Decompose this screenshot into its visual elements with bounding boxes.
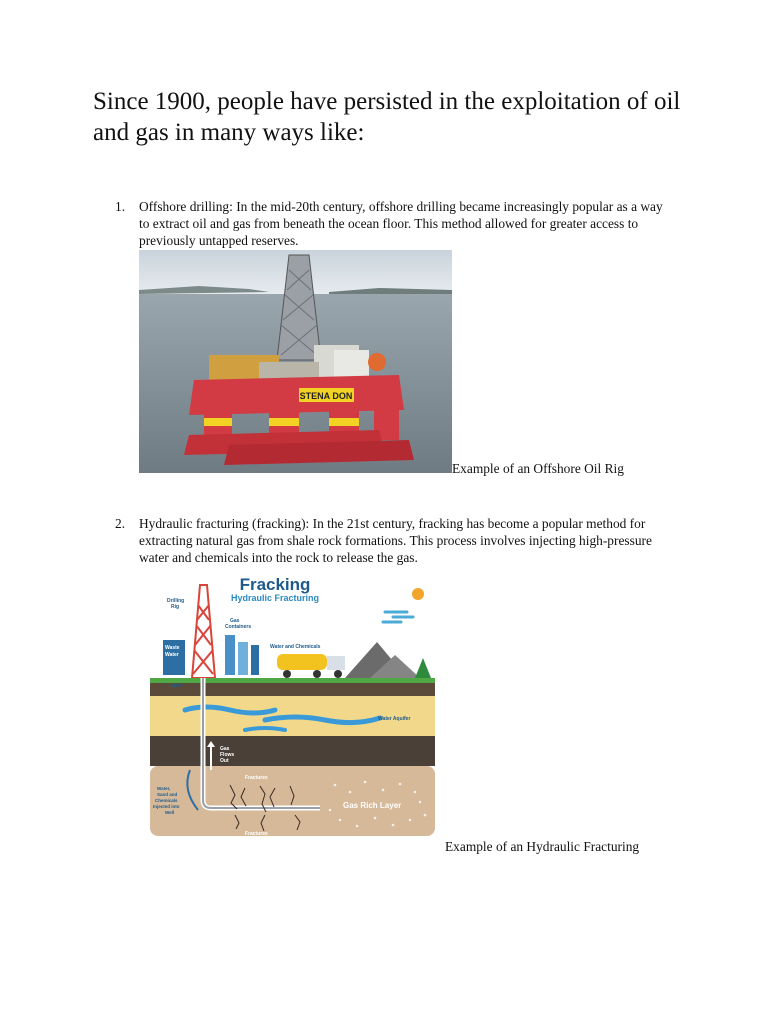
offshore-oil-rig-image <box>139 250 452 473</box>
list-number: 1. <box>115 199 126 214</box>
caption-offshore-oil-rig: Example of an Offshore Oil Rig <box>452 461 624 476</box>
hydraulic-fracturing-diagram <box>145 570 437 840</box>
label-fractures-top: Fractures <box>245 775 268 781</box>
label-water-aquifer: Water Aquifer <box>378 716 411 722</box>
list-item-text: Hydraulic fracturing (fracking): In the 21st century, fracking has become a popular method for extracting natural gas from shale rock formations. This process involves injecting high-pressure water and chemicals into the rock to release the gas. <box>139 516 652 565</box>
diagram-title: Fracking <box>239 575 311 594</box>
label-gas-flows-2: Flows <box>220 752 235 758</box>
sun-icon <box>412 588 424 600</box>
label-water-chemicals: Water and Chemicals <box>270 644 321 650</box>
label-drilling-rig-2: Rig <box>171 604 180 610</box>
label-well: Well <box>171 683 182 689</box>
label-injected-1: Water, <box>157 786 171 791</box>
label-gas-flows-3: Out <box>220 758 229 764</box>
label-gas-rich-layer: Gas Rich Layer <box>343 801 402 810</box>
label-injected-4: Injected into <box>153 804 180 809</box>
list-item-offshore-drilling <box>115 198 675 249</box>
label-injected-2: Sand and <box>157 792 178 797</box>
label-waste-water-1: Waste <box>165 645 180 651</box>
label-gas-containers-1: Gas <box>230 618 240 624</box>
page-heading: Since 1900, people have persisted in the exploitation of oil and gas in many ways like: <box>93 88 681 146</box>
label-injected-3: Chemicals <box>155 798 178 803</box>
label-waste-water-2: Water <box>165 652 179 658</box>
label-gas-flows-1: Gas <box>220 746 230 752</box>
list-item-text: Offshore drilling: In the mid-20th century, offshore drilling became increasingly popular as a way to extract oil and gas from beneath the ocean floor. This method allowed for greater access to previously untapped reserves. <box>139 199 663 248</box>
label-gas-containers-2: Containers <box>225 624 252 630</box>
caption-hydraulic-fracturing: Example of an Hydraulic Fracturing <box>445 839 640 854</box>
rig-name-label: STENA DON <box>299 391 353 401</box>
list-number: 2. <box>115 516 126 531</box>
water-truck-icon <box>277 654 327 670</box>
diagram-subtitle: Hydraulic Fracturing <box>230 593 320 603</box>
label-drilling-rig-1: Drilling <box>167 598 185 604</box>
label-injected-5: Well <box>165 810 175 815</box>
list-item-hydraulic-fracturing <box>115 515 675 566</box>
label-fractures-bottom: Fractures <box>245 831 268 837</box>
